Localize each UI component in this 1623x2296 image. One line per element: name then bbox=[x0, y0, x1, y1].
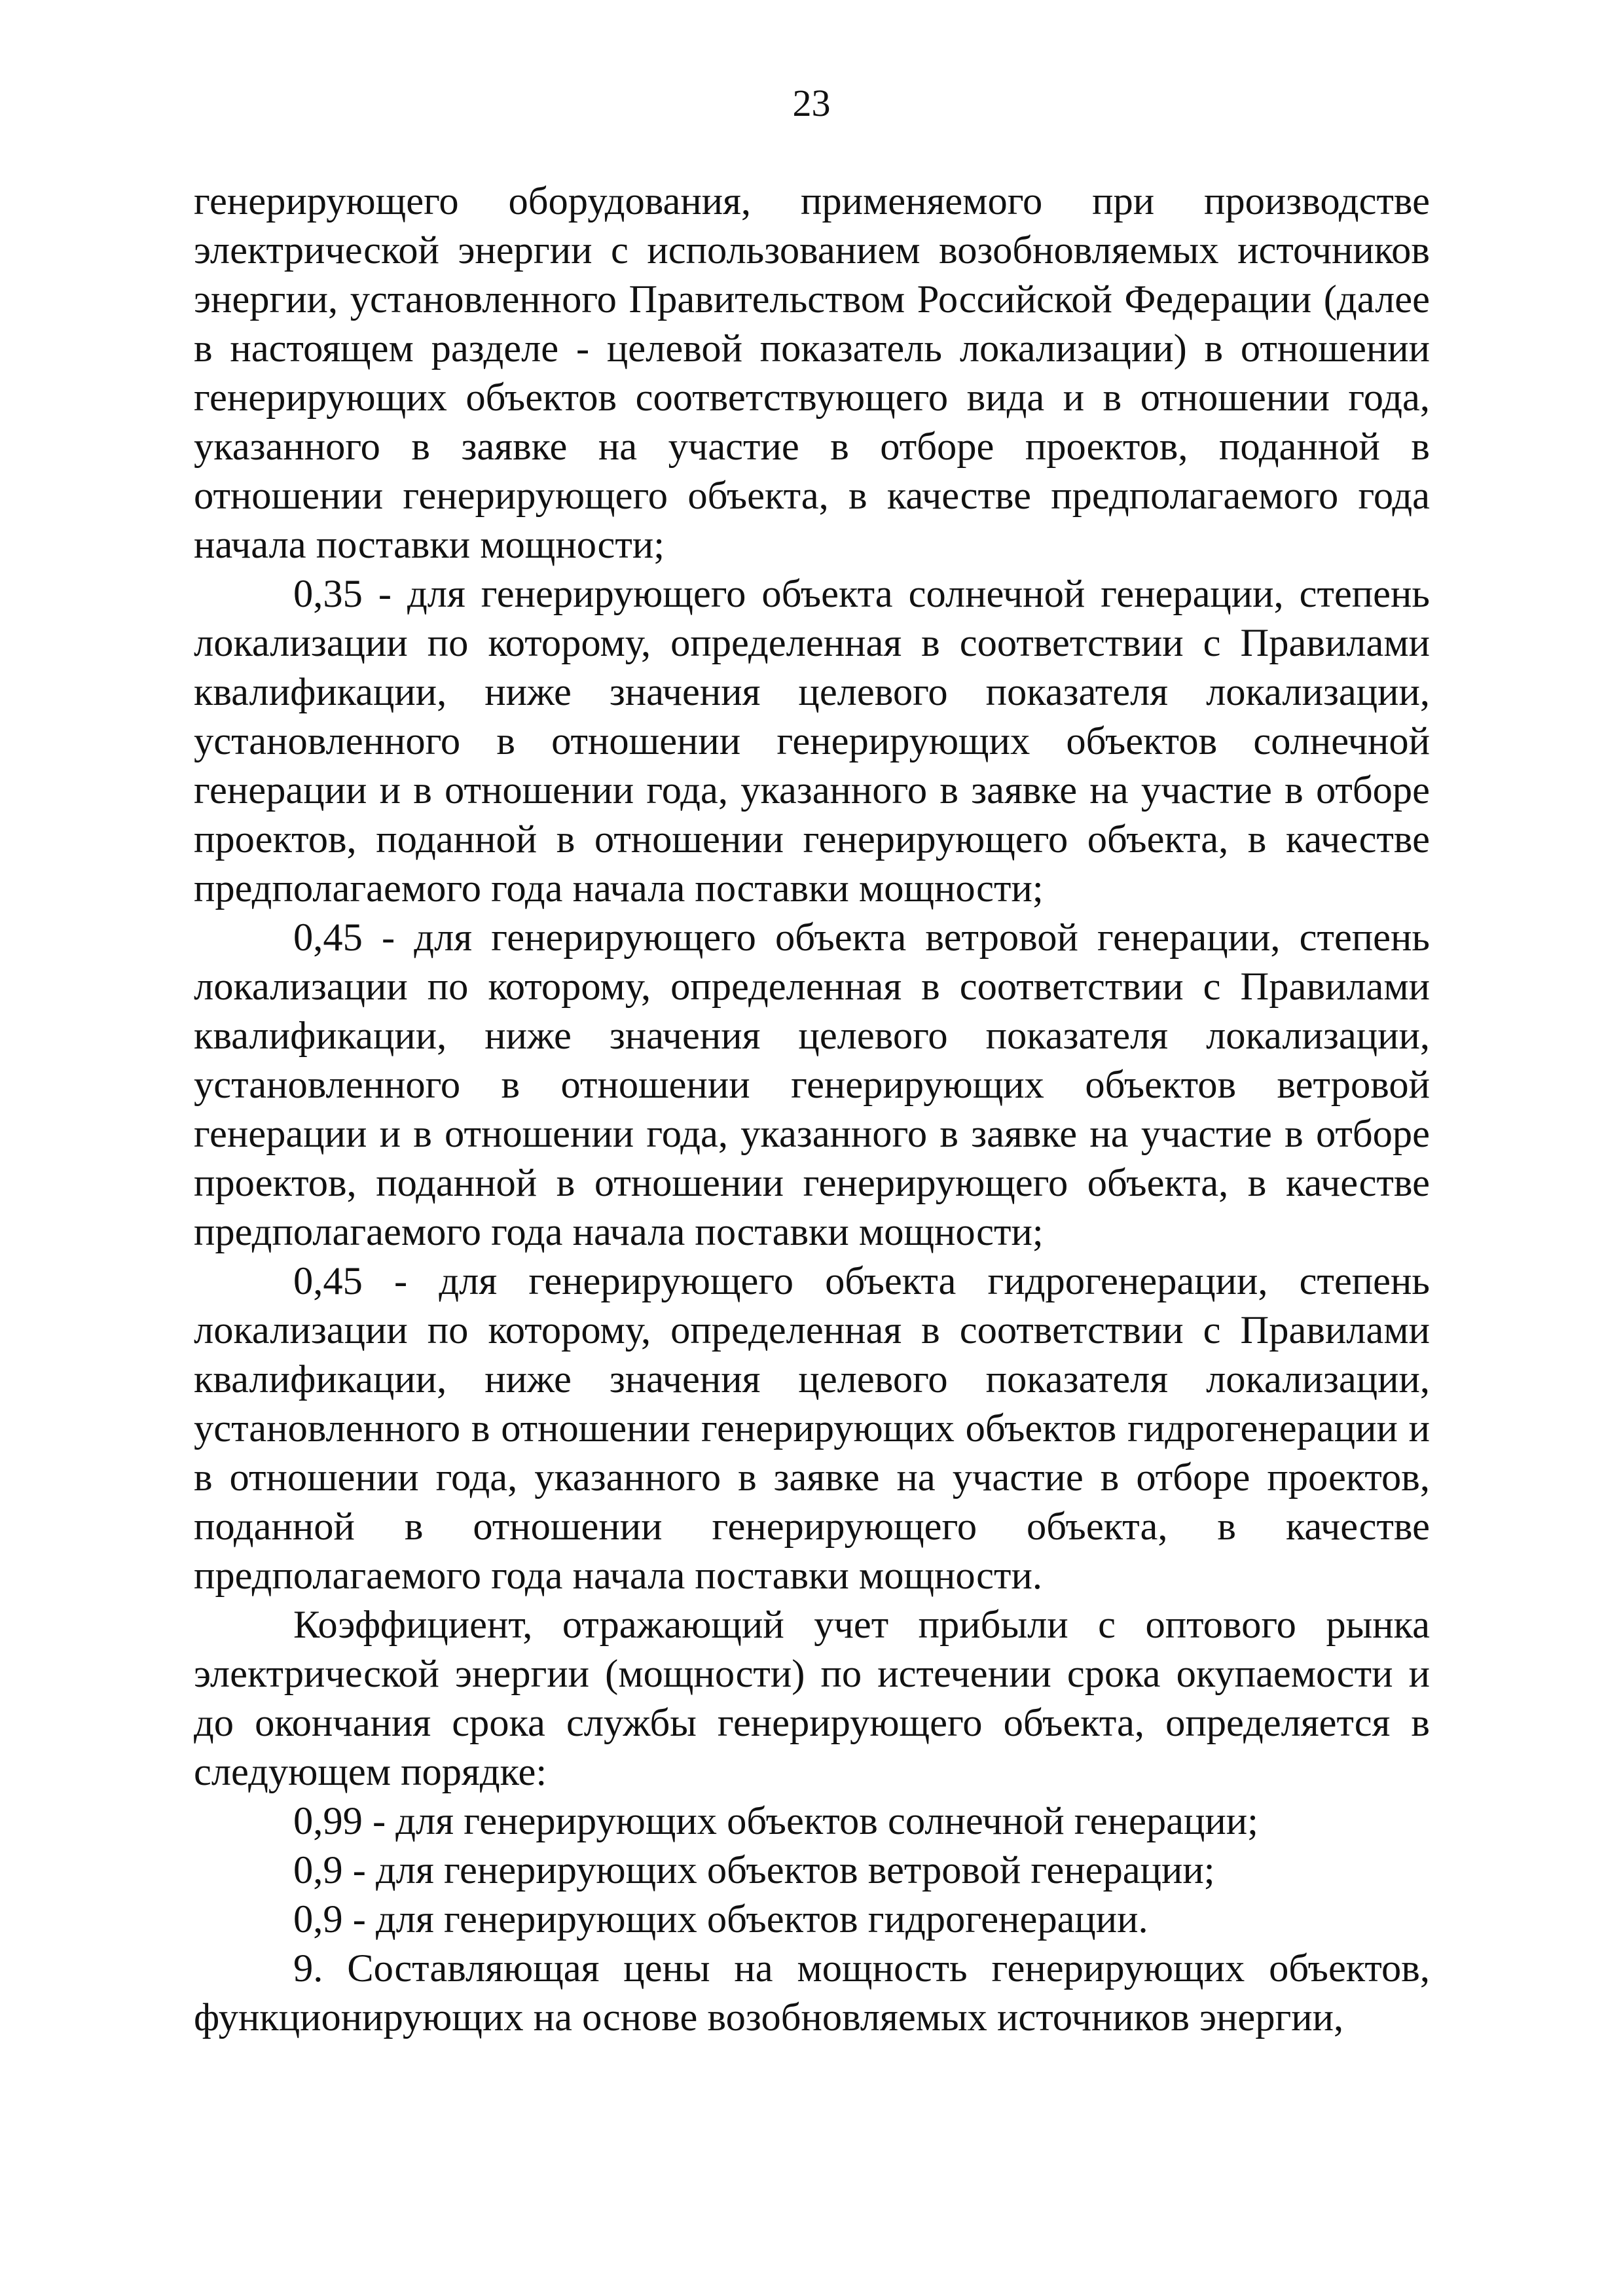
paragraph-continuation: генерирующего оборудования, применяемого при производстве электрической энергии с использованием возобновляемых источников энергии, установленного Правительством Российской Федерации (далее в настоящем разделе - целевой показатель локализации) в отношении генерирующих объектов соответствующего вида и в отношении года, указанного в заявке на участие в отборе проектов, поданной в отношении генерирующего объекта, в качестве предполагаемого года начала поставки мощности; bbox=[194, 179, 1430, 567]
paragraph-profit-coefficient: Коэффициент, отражающий учет прибыли с оптового рынка электрической энергии (мощности) по истечении срока окупаемости и до окончания срока службы генерирующего объекта, определяется в следующем порядке: bbox=[194, 1603, 1430, 1794]
page-number: 23 bbox=[792, 82, 831, 124]
paragraph-solar-coefficient: 0,35 - для генерирующего объекта солнечной генерации, степень локализации по которому, определенная в соответствии с Правилами квалификации, ниже значения целевого показателя локализации, установленного в отношении генерирующих объектов солнечной генерации и в отношении года, указанного в заявке на участие в отборе проектов, поданной в отношении генерирующего объекта, в качестве предполагаемого года начала поставки мощности; bbox=[194, 572, 1430, 910]
list-item-hydro: 0,9 - для генерирующих объектов гидрогенерации. bbox=[293, 1897, 1148, 1941]
list-item-wind: 0,9 - для генерирующих объектов ветровой генерации; bbox=[293, 1848, 1215, 1892]
list-item-solar: 0,99 - для генерирующих объектов солнечной генерации; bbox=[293, 1799, 1258, 1843]
document-body bbox=[194, 177, 1430, 2042]
paragraph-hydro-coefficient: 0,45 - для генерирующего объекта гидрогенерации, степень локализации по которому, определенная в соответствии с Правилами квалификации, ниже значения целевого показателя локализации, установленного в отношении генерирующих объектов гидрогенерации и в отношении года, указанного в заявке на участие в отборе проектов, поданной в отношении генерирующего объекта, в качестве предполагаемого года начала поставки мощности. bbox=[194, 1259, 1430, 1598]
paragraph-wind-coefficient: 0,45 - для генерирующего объекта ветровой генерации, степень локализации по которому, определенная в соответствии с Правилами квалификации, ниже значения целевого показателя локализации, установленного в отношении генерирующих объектов ветровой генерации и в отношении года, указанного в заявке на участие в отборе проектов, поданной в отношении генерирующего объекта, в качестве предполагаемого года начала поставки мощности; bbox=[194, 916, 1430, 1254]
paragraph-section-9: 9. Составляющая цены на мощность генерирующих объектов, функционирующих на основе возобновляемых источников энергии, bbox=[194, 1946, 1430, 2039]
